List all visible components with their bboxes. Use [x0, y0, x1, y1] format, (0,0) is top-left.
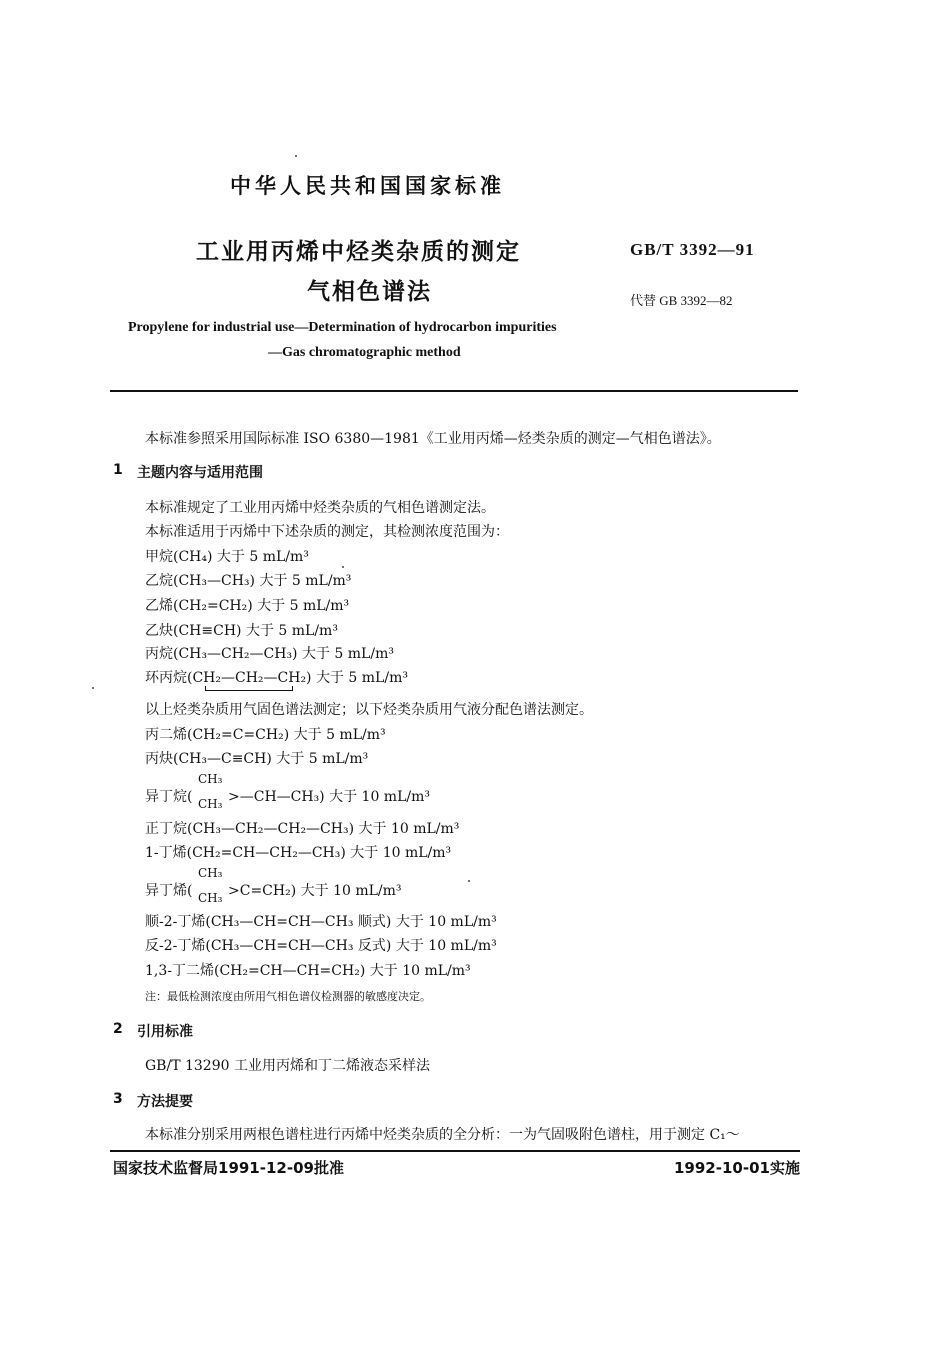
item-propyne: 丙炔(CH₃—C≡CH) 大于 5 mL/m³ [145, 751, 369, 767]
isobutane-ch3-bottom: CH₃ [198, 797, 223, 811]
split-note: 以上烃类杂质用气固色谱法测定；以下烃类杂质用气液分配色谱法测定。 [145, 702, 593, 718]
isobutane-ch3-top: CH₃ [198, 772, 223, 786]
item-methane: 甲烷(CH₄) 大于 5 mL/m³ [145, 549, 309, 565]
title-en-line2: —Gas chromatographic method [268, 345, 461, 360]
item-cis-2-butene: 顺-2-丁烯(CH₃—CH=CH—CH₃ 顺式) 大于 10 mL/m³ [145, 914, 497, 930]
section1-number: 1 [113, 462, 123, 478]
intro-paragraph: 本标准参照采用国际标准 ISO 6380—1981《工业用丙烯—烃类杂质的测定—气相色谱法》。 [145, 431, 721, 447]
detection-note: 注：最低检测浓度由所用气相色谱仪检测器的敏感度决定。 [145, 990, 431, 1003]
item-isobutane-prefix: 异丁烷( [145, 789, 193, 805]
effective-date: 1992-10-01实施 [674, 1159, 800, 1177]
title-en-line1: Propylene for industrial use—Determination of hydrocarbon impurities [128, 320, 557, 335]
reference-standard: GB/T 13290 工业用丙烯和丁二烯液态采样法 [145, 1058, 430, 1074]
section1-para2: 本标准适用于丙烯中下述杂质的测定，其检测浓度范围为： [145, 524, 509, 540]
item-ethylene: 乙烯(CH₂=CH₂) 大于 5 mL/m³ [145, 598, 350, 614]
item-1-butene: 1-丁烯(CH₂=CH—CH₂—CH₃) 大于 10 mL/m³ [145, 845, 452, 861]
footer-divider [110, 1150, 800, 1152]
item-propadiene: 丙二烯(CH₂=C=CH₂) 大于 5 mL/m³ [145, 727, 386, 743]
section3-text: 本标准分别采用两根色谱柱进行丙烯中烃类杂质的全分析：一为气固吸附色谱柱，用于测定 C₁～ [145, 1127, 740, 1143]
scan-speck [468, 880, 470, 882]
item-isobutane-suffix: >—CH—CH₃) 大于 10 mL/m³ [228, 789, 430, 805]
ring-bracket [205, 686, 293, 691]
item-n-butane: 正丁烷(CH₃—CH₂—CH₂—CH₃) 大于 10 mL/m³ [145, 821, 460, 837]
item-propane: 丙烷(CH₃—CH₂—CH₃) 大于 5 mL/m³ [145, 646, 394, 662]
standard-code: GB/T 3392—91 [630, 240, 755, 259]
replaces-code: 代替 GB 3392—82 [630, 293, 733, 308]
section3-heading: 方法提要 [137, 1094, 193, 1110]
section2-number: 2 [113, 1021, 123, 1037]
item-acetylene: 乙炔(CH≡CH) 大于 5 mL/m³ [145, 623, 338, 639]
item-butadiene: 1,3-丁二烯(CH₂=CH—CH=CH₂) 大于 10 mL/m³ [145, 963, 471, 979]
title-cn-line1: 工业用丙烯中烃类杂质的测定 [196, 239, 521, 265]
title-cn-line2: 气相色谱法 [307, 279, 432, 305]
national-standard-label: 中华人民共和国国家标准 [230, 174, 505, 198]
scan-speck [92, 687, 94, 689]
item-ethane: 乙烷(CH₃—CH₃) 大于 5 mL/m³ [145, 573, 352, 589]
isobutene-ch3-bottom: CH₃ [198, 891, 223, 905]
item-cyclopropane: 环丙烷(CH₂—CH₂—CH₂) 大于 5 mL/m³ [145, 670, 408, 686]
section2-heading: 引用标准 [137, 1024, 193, 1040]
scan-speck [295, 155, 297, 157]
section1-heading: 主题内容与适用范围 [137, 465, 263, 481]
header-divider [110, 390, 798, 392]
item-isobutene-suffix: >C=CH₂) 大于 10 mL/m³ [228, 883, 402, 899]
approval-date: 国家技术监督局1991-12-09批准 [113, 1159, 344, 1177]
section3-number: 3 [113, 1091, 123, 1107]
item-trans-2-butene: 反-2-丁烯(CH₃—CH=CH—CH₃ 反式) 大于 10 mL/m³ [145, 938, 497, 954]
scan-speck [342, 566, 344, 568]
item-isobutene-prefix: 异丁烯( [145, 883, 193, 899]
section1-para1: 本标准规定了工业用丙烯中烃类杂质的气相色谱测定法。 [145, 500, 495, 516]
isobutene-ch3-top: CH₃ [198, 866, 223, 880]
